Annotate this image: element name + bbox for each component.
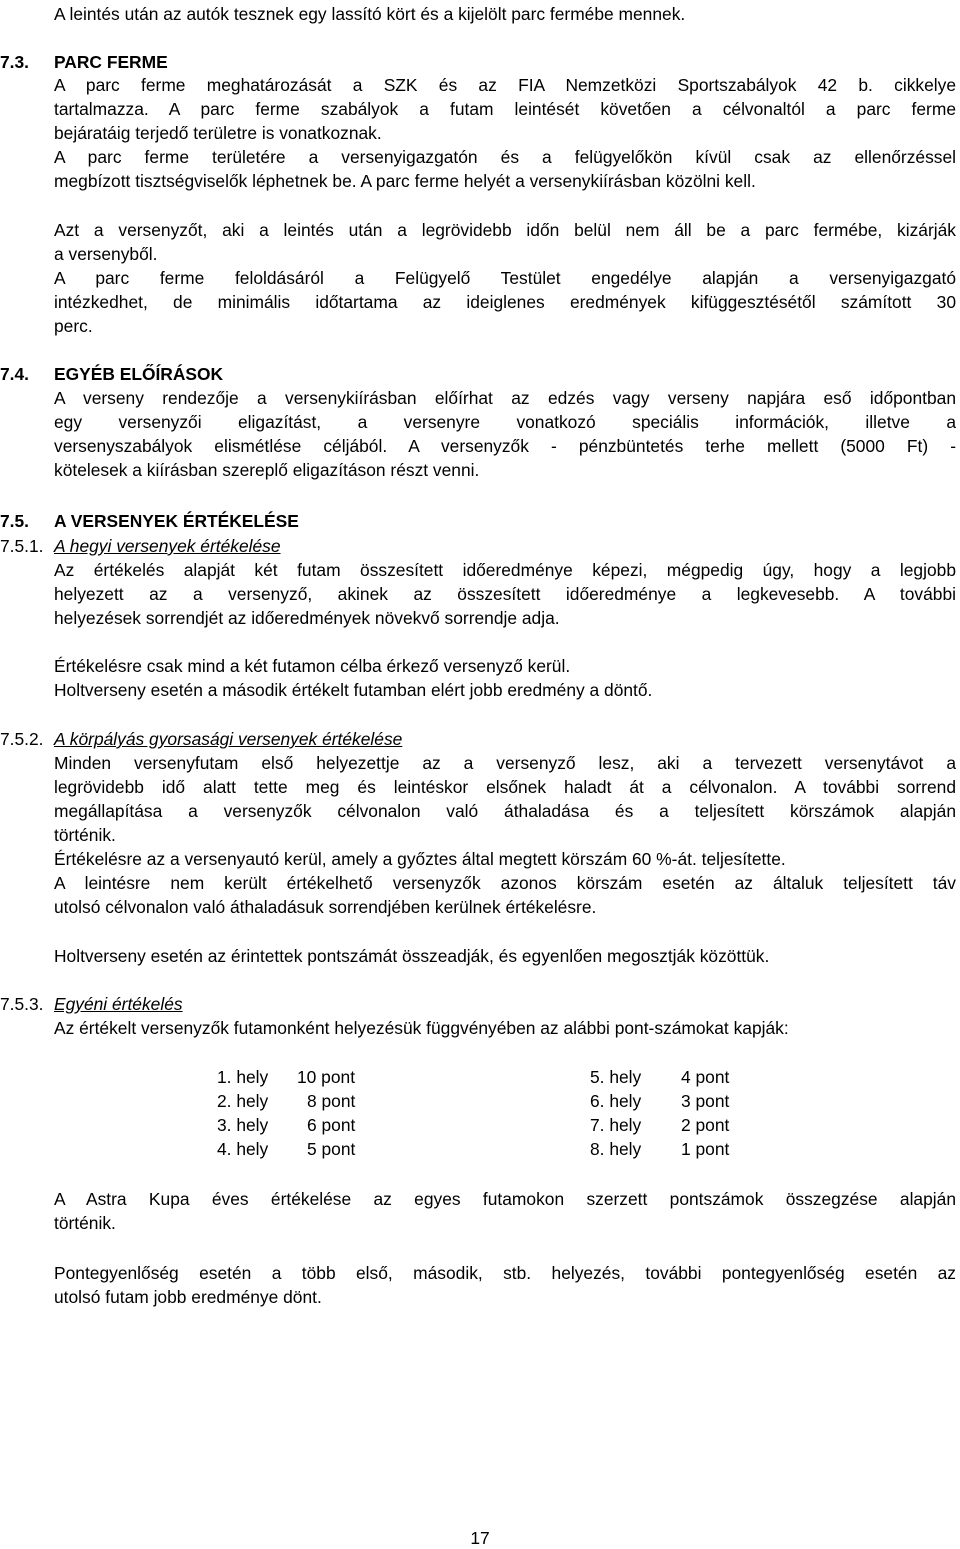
paragraph-line: megállapítása a versenyzők célvonalon való áthaladása és a teljesített körszámok alapján <box>54 801 956 821</box>
points-value: 3 pont <box>681 1091 730 1111</box>
paragraph-line: Értékelésre csak mind a két futamon célba érkező versenyző kerül. <box>54 656 571 676</box>
section-7-3-heading <box>0 51 956 73</box>
paragraph-line: helyezések sorrendjét az időeredmények növekvő sorrendje adja. <box>54 608 560 628</box>
points-place: 2. hely <box>217 1091 269 1111</box>
paragraph-line: kötelesek a kiírásban szereplő eligazításon részt venni. <box>54 460 480 480</box>
section-title: EGYÉB ELŐÍRÁSOK <box>54 364 224 384</box>
paragraph-line: bejáratáig terjedő területre is vonatkoznak. <box>54 123 382 143</box>
paragraph-line: perc. <box>54 316 93 336</box>
section-title: A VERSENYEK ÉRTÉKELÉSE <box>54 511 299 531</box>
points-value: 2 pont <box>681 1115 730 1135</box>
points-place: 1. hely <box>217 1067 269 1087</box>
paragraph-line: Értékelésre az a versenyautó kerül, amely a győztes által megtett körszám 60 %-át. teljesítette. <box>54 849 786 869</box>
paragraph-line: történik. <box>54 1213 116 1233</box>
points-place: 6. hely <box>590 1091 642 1111</box>
paragraph-line: versenyszabályok elismétlése céljából. A versenyzők - pénzbüntetés terhe mellett (5000 Ft) - <box>54 436 956 456</box>
section-number: 7.3. <box>0 52 30 72</box>
paragraph-line: Az értékelés alapját két futam összesített időeredménye képezi, mégpedig úgy, hogy a legjobb <box>54 560 956 580</box>
paragraph-line: Pontegyenlőség esetén a több első, második, stb. helyezés, további pontegyenlőség esetén az <box>54 1263 956 1283</box>
points-place: 7. hely <box>590 1115 642 1135</box>
paragraph-line: A Astra Kupa éves értékelése az egyes futamokon szerzett pontszámok összegzése alapján <box>54 1189 956 1209</box>
points-value: 6 pont <box>307 1115 356 1135</box>
points-place: 4. hely <box>217 1139 269 1159</box>
points-place: 3. hely <box>217 1115 269 1135</box>
paragraph-line: Holtverseny esetén a második értékelt futamban elért jobb eredmény a döntő. <box>54 680 653 700</box>
paragraph-line: A verseny rendezője a versenykiírásban előírhat az edzés vagy verseny napjára eső időpontban <box>54 388 956 408</box>
section-number: 7.5.1. <box>0 536 44 556</box>
paragraph-line: történik. <box>54 825 116 845</box>
points-value: 4 pont <box>681 1067 730 1087</box>
section-7-5-heading <box>0 510 956 532</box>
section-title: A körpályás gyorsasági versenyek értékelése <box>54 729 403 749</box>
section-7-4-heading <box>0 363 956 385</box>
points-place: 5. hely <box>590 1067 642 1087</box>
paragraph-line: A parc ferme területére a versenyigazgatón és a felügyelőkön kívül csak az ellenőrzéssel <box>54 147 956 167</box>
paragraph-line: egy versenyzői eligazítást, a versenyre vonatkozó speciális információk, illetve a <box>54 412 956 432</box>
points-value: 1 pont <box>681 1139 730 1159</box>
paragraph-line: utolsó célvonalon való áthaladásuk sorrendjében kerülnek értékelésre. <box>54 897 597 917</box>
section-number: 7.5.3. <box>0 994 44 1014</box>
points-value: 10 pont <box>297 1067 356 1087</box>
paragraph-line: Holtverseny esetén az érintettek pontszámát összeadják, és egyenlően megosztják közöttük. <box>54 946 770 966</box>
intro-paragraph: A leintés után az autók tesznek egy lassító kört és a kijelölt parc fermébe mennek. <box>54 4 686 24</box>
section-number: 7.5. <box>0 511 30 531</box>
paragraph-line: Minden versenyfutam első helyezettje az a versenyző lesz, aki a tervezett versenytávot a <box>54 753 956 773</box>
paragraph-line: A parc ferme feloldásáról a Felügyelő Testület engedélye alapján a versenyigazgató <box>54 268 956 288</box>
paragraph-line: Azt a versenyzőt, aki a leintés után a legrövidebb időn belül nem áll be a parc fermébe, kizárják <box>54 220 956 240</box>
paragraph-line: helyezett az a versenyző, akinek az összesített időeredménye a legkevesebb. A további <box>54 584 956 604</box>
points-value: 5 pont <box>307 1139 356 1159</box>
points-value: 8 pont <box>307 1091 356 1111</box>
section-number: 7.5.2. <box>0 729 44 749</box>
section-7-5-3-heading <box>0 993 956 1015</box>
section-7-5-2-heading <box>0 728 956 750</box>
section-title: PARC FERME <box>54 52 168 72</box>
section-7-5-1-heading <box>0 535 956 557</box>
paragraph-line: A leintésre nem került értékelhető versenyzők azonos körszám esetén az általuk teljesített táv <box>54 873 956 893</box>
paragraph-line: a versenyből. <box>54 244 158 264</box>
page-number: 17 <box>470 1528 490 1548</box>
paragraph-line: utolsó futam jobb eredménye dönt. <box>54 1287 322 1307</box>
paragraph-line: tartalmazza. A parc ferme szabályok a futam leintését követően a célvonaltól a parc ferme <box>54 99 956 119</box>
paragraph-line: megbízott tisztségviselők léphetnek be. A parc ferme helyét a versenykiírásban közölni kell. <box>54 171 756 191</box>
paragraph-line: A parc ferme meghatározását a SZK és az FIA Nemzetközi Sportszabályok 42 b. cikkelye <box>54 75 956 95</box>
paragraph-line: intézkedhet, de minimális időtartama az ideiglenes eredmények kifüggesztésétől számított 30 <box>54 292 956 312</box>
section-title: A hegyi versenyek értékelése <box>54 536 281 556</box>
paragraph-line: legrövidebb idő alatt tette meg és leintéskor elsőnek haladt át a célvonalon. A további sorrend <box>54 777 956 797</box>
points-place: 8. hely <box>590 1139 642 1159</box>
paragraph-line: Az értékelt versenyzők futamonként helyezésük függvényében az alábbi pont-számokat kapják: <box>54 1018 789 1038</box>
section-title: Egyéni értékelés <box>54 994 183 1014</box>
section-number: 7.4. <box>0 364 30 384</box>
